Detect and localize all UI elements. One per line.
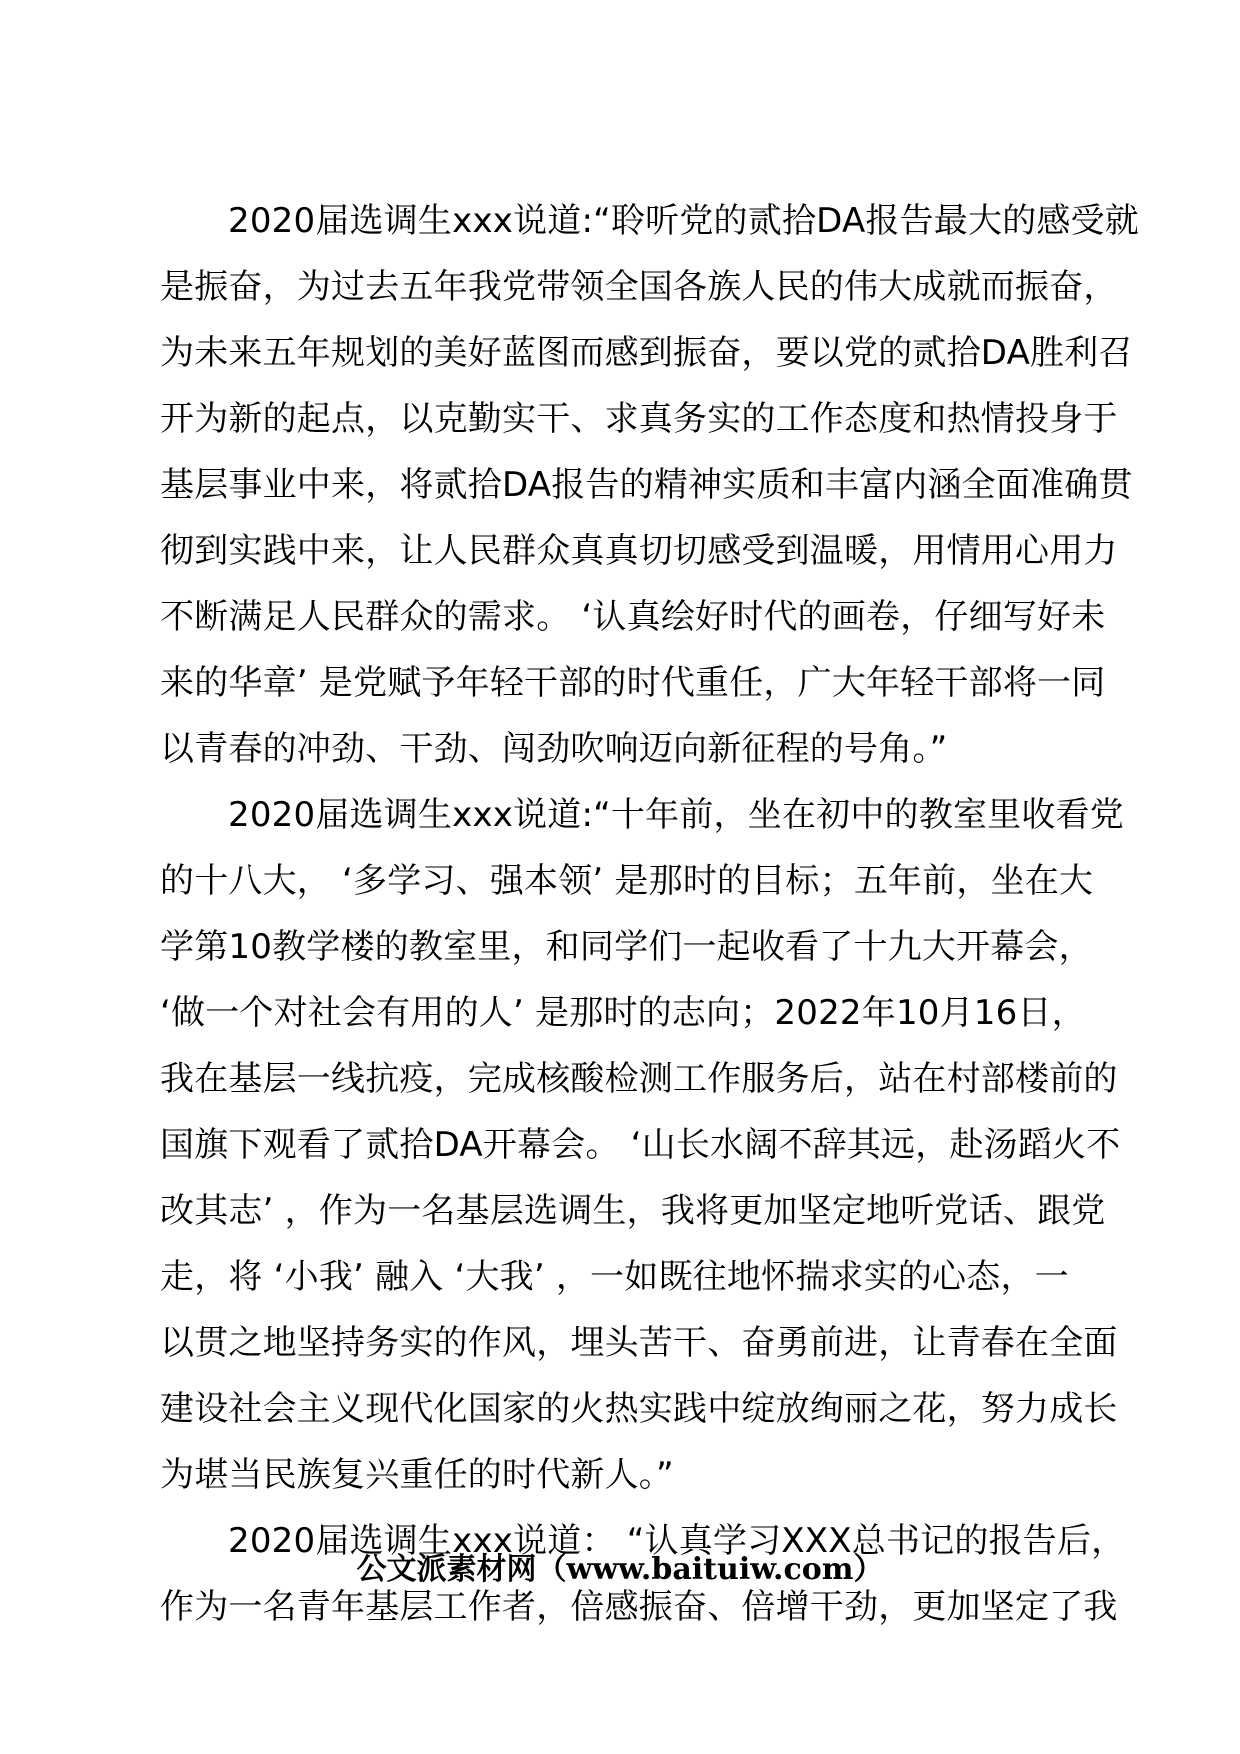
paragraph-3-line-2: 作为一名青年基层工作者，倍感振奋、倍增干劲，更加坚定了我 — [160, 1587, 1118, 1627]
paragraph-2-line-10: 建设社会主义现代化国家的火热实践中绽放绚丽之花，努力成长 — [160, 1389, 1118, 1429]
paragraph-1-line-5: 基层事业中来，将贰拾DA报告的精神实质和丰富内涵全面准确贯 — [160, 465, 1133, 505]
paragraph-3-line-1: 2020届选调生xxx说道： “认真学习XXX总书记的报告后， — [228, 1521, 1126, 1561]
paragraph-2-line-9: 以贯之地坚持务实的作风，埋头苦干、奋勇前进，让青春在全面 — [160, 1323, 1118, 1363]
paragraph-2-line-6: 国旗下观看了贰拾DA开幕会。 ‘山长水阔不辞其远，赴汤蹈火不 — [160, 1125, 1121, 1165]
footer-watermark: 公文派素材网（www.baituiw.com） — [356, 1552, 884, 1587]
paragraph-1-line-1: 2020届选调生xxx说道:“聆听党的贰拾DA报告最大的感受就 — [228, 201, 1140, 241]
paragraph-2-line-1: 2020届选调生xxx说道:“十年前，坐在初中的教室里收看党 — [228, 795, 1124, 835]
paragraph-1-line-2: 是振奋，为过去五年我党带领全国各族人民的伟大成就而振奋， — [160, 267, 1118, 307]
paragraph-1-line-9: 以青春的冲劲、干劲、闯劲吹响迈向新征程的号角。” — [160, 729, 948, 769]
paragraph-1-line-3: 为未来五年规划的美好蓝图而感到振奋，要以党的贰拾DA胜利召 — [160, 333, 1133, 373]
paragraph-2-line-8: 走，将 ‘小我’ 融入 ‘大我’ ，一如既往地怀揣求实的心态，一 — [160, 1257, 1069, 1297]
paragraph-2-line-3: 学第10教学楼的教室里，和同学们一起收看了十九大开幕会， — [160, 927, 1093, 967]
body-text — [160, 188, 1140, 1640]
paragraph-2-line-7: 改其志’ ，作为一名基层选调生，我将更加坚定地听党话、跟党 — [160, 1191, 1106, 1231]
paragraph-2-line-5: 我在基层一线抗疫，完成核酸检测工作服务后，站在村部楼前的 — [160, 1059, 1118, 1099]
paragraph-1-line-6: 彻到实践中来，让人民群众真真切切感受到温暖，用情用心用力 — [160, 531, 1118, 571]
paragraph-1-line-4: 开为新的起点，以克勤实干、求真务实的工作态度和热情投身于 — [160, 399, 1118, 439]
paragraph-2-line-2: 的十八大， ‘多学习、强本领’ 是那时的目标；五年前，坐在大 — [160, 861, 1094, 901]
paragraph-2-line-4: ‘做一个对社会有用的人’ 是那时的志向；2022年10月16日， — [160, 993, 1086, 1033]
paragraph-1-line-8: 来的华章’ 是党赋予年轻干部的时代重任，广大年轻干部将一同 — [160, 663, 1106, 703]
paragraph-1-line-7: 不断满足人民群众的需求。 ‘认真绘好时代的画卷，仔细写好未 — [160, 597, 1106, 637]
paragraph-2-line-11: 为堪当民族复兴重任的时代新人。” — [160, 1455, 674, 1495]
